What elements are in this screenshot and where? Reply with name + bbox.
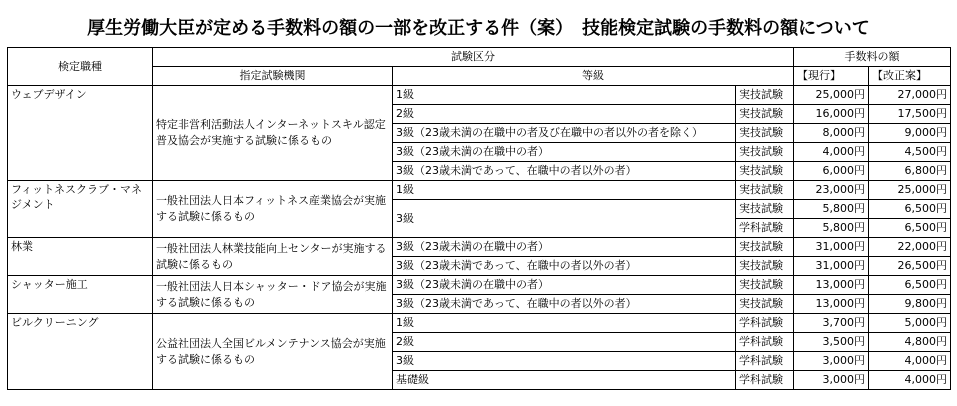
designated-body-cell: 一般社団法人日本フィットネス産業協会が実施する試験に係るもの — [153, 181, 393, 238]
header-row-1 — [8, 48, 951, 67]
header-revised: 【改正案】 — [869, 67, 951, 86]
revised-fee-cell: 4,500円 — [869, 143, 951, 162]
exam-type-cell: 実技試験 — [736, 181, 794, 200]
exam-type-cell: 実技試験 — [736, 124, 794, 143]
grade-cell: 3級（23歳未満であって、在職中の者以外の者） — [393, 162, 736, 181]
revised-fee-cell: 6,500円 — [869, 200, 951, 219]
current-fee-cell: 3,000円 — [794, 371, 869, 390]
current-fee-cell: 23,000円 — [794, 181, 869, 200]
designated-body-cell: 公益社団法人全国ビルメンテナンス協会が実施する試験に係るもの — [153, 314, 393, 390]
revised-fee-cell: 6,800円 — [869, 162, 951, 181]
grade-cell: 3級（23歳未満の在職中の者） — [393, 276, 736, 295]
exam-type-cell: 実技試験 — [736, 276, 794, 295]
grade-cell: 1級 — [393, 181, 736, 200]
exam-type-cell: 実技試験 — [736, 143, 794, 162]
grade-cell: 3級（23歳未満の在職中の者及び在職中の者以外の者を除く） — [393, 124, 736, 143]
current-fee-cell: 13,000円 — [794, 276, 869, 295]
exam-type-cell: 学科試験 — [736, 219, 794, 238]
revised-fee-cell: 27,000円 — [869, 86, 951, 105]
revised-fee-cell: 9,000円 — [869, 124, 951, 143]
page-title: 厚生労働大臣が定める手数料の額の一部を改正する件（案） 技能検定試験の手数料の額について — [87, 18, 870, 39]
designated-body-cell: 一般社団法人林業技能向上センターが実施する試験に係るもの — [153, 238, 393, 276]
table-row — [8, 86, 951, 105]
grade-cell: 3級 — [393, 352, 736, 371]
occupation-cell: 林業 — [8, 238, 153, 276]
grade-cell: 3級（23歳未満の在職中の者） — [393, 143, 736, 162]
current-fee-cell: 5,800円 — [794, 200, 869, 219]
current-fee-cell: 25,000円 — [794, 86, 869, 105]
revised-fee-cell: 4,800円 — [869, 333, 951, 352]
header-designated-body: 指定試験機関 — [153, 67, 393, 86]
grade-cell: 基礎級 — [393, 371, 736, 390]
grade-cell: 3級（23歳未満であって、在職中の者以外の者） — [393, 257, 736, 276]
grade-cell: 1級 — [393, 314, 736, 333]
table-row — [8, 181, 951, 200]
current-fee-cell: 3,000円 — [794, 352, 869, 371]
occupation-cell: フィットネスクラブ・マネジメント — [8, 181, 153, 238]
current-fee-cell: 6,000円 — [794, 162, 869, 181]
revised-fee-cell: 22,000円 — [869, 238, 951, 257]
current-fee-cell: 4,000円 — [794, 143, 869, 162]
grade-cell: 2級 — [393, 105, 736, 124]
exam-type-cell: 実技試験 — [736, 257, 794, 276]
occupation-cell: ビルクリーニング — [8, 314, 153, 390]
occupation-cell: ウェブデザイン — [8, 86, 153, 181]
current-fee-cell: 8,000円 — [794, 124, 869, 143]
grade-cell: 3級 — [393, 200, 736, 238]
header-grade: 等級 — [393, 67, 794, 86]
exam-type-cell: 実技試験 — [736, 200, 794, 219]
header-exam-category: 試験区分 — [153, 48, 794, 67]
current-fee-cell: 3,700円 — [794, 314, 869, 333]
grade-cell: 1級 — [393, 86, 736, 105]
header-occupation: 検定職種 — [8, 48, 153, 86]
table-row — [8, 314, 951, 333]
revised-fee-cell: 25,000円 — [869, 181, 951, 200]
grade-cell: 3級（23歳未満の在職中の者） — [393, 238, 736, 257]
revised-fee-cell: 6,500円 — [869, 276, 951, 295]
grade-cell: 2級 — [393, 333, 736, 352]
exam-type-cell: 学科試験 — [736, 371, 794, 390]
exam-type-cell: 実技試験 — [736, 105, 794, 124]
designated-body-cell: 一般社団法人日本シャッター・ドア協会が実施する試験に係るもの — [153, 276, 393, 314]
current-fee-cell: 5,800円 — [794, 219, 869, 238]
header-current: 【現行】 — [794, 67, 869, 86]
exam-type-cell: 学科試験 — [736, 314, 794, 333]
revised-fee-cell: 4,000円 — [869, 352, 951, 371]
header-fee-amount: 手数料の額 — [794, 48, 951, 67]
exam-type-cell: 実技試験 — [736, 295, 794, 314]
exam-type-cell: 学科試験 — [736, 333, 794, 352]
current-fee-cell: 3,500円 — [794, 333, 869, 352]
current-fee-cell: 13,000円 — [794, 295, 869, 314]
grade-cell: 3級（23歳未満であって、在職中の者以外の者） — [393, 295, 736, 314]
exam-type-cell: 実技試験 — [736, 238, 794, 257]
current-fee-cell: 16,000円 — [794, 105, 869, 124]
fee-table — [7, 47, 951, 390]
table-row — [8, 276, 951, 295]
current-fee-cell: 31,000円 — [794, 257, 869, 276]
current-fee-cell: 31,000円 — [794, 238, 869, 257]
revised-fee-cell: 17,500円 — [869, 105, 951, 124]
revised-fee-cell: 9,800円 — [869, 295, 951, 314]
exam-type-cell: 実技試験 — [736, 162, 794, 181]
exam-type-cell: 実技試験 — [736, 86, 794, 105]
revised-fee-cell: 5,000円 — [869, 314, 951, 333]
exam-type-cell: 学科試験 — [736, 352, 794, 371]
designated-body-cell: 特定非営利活動法人インターネットスキル認定普及協会が実施する試験に係るもの — [153, 86, 393, 181]
revised-fee-cell: 4,000円 — [869, 371, 951, 390]
revised-fee-cell: 6,500円 — [869, 219, 951, 238]
occupation-cell: シャッター施工 — [8, 276, 153, 314]
table-row — [8, 238, 951, 257]
revised-fee-cell: 26,500円 — [869, 257, 951, 276]
